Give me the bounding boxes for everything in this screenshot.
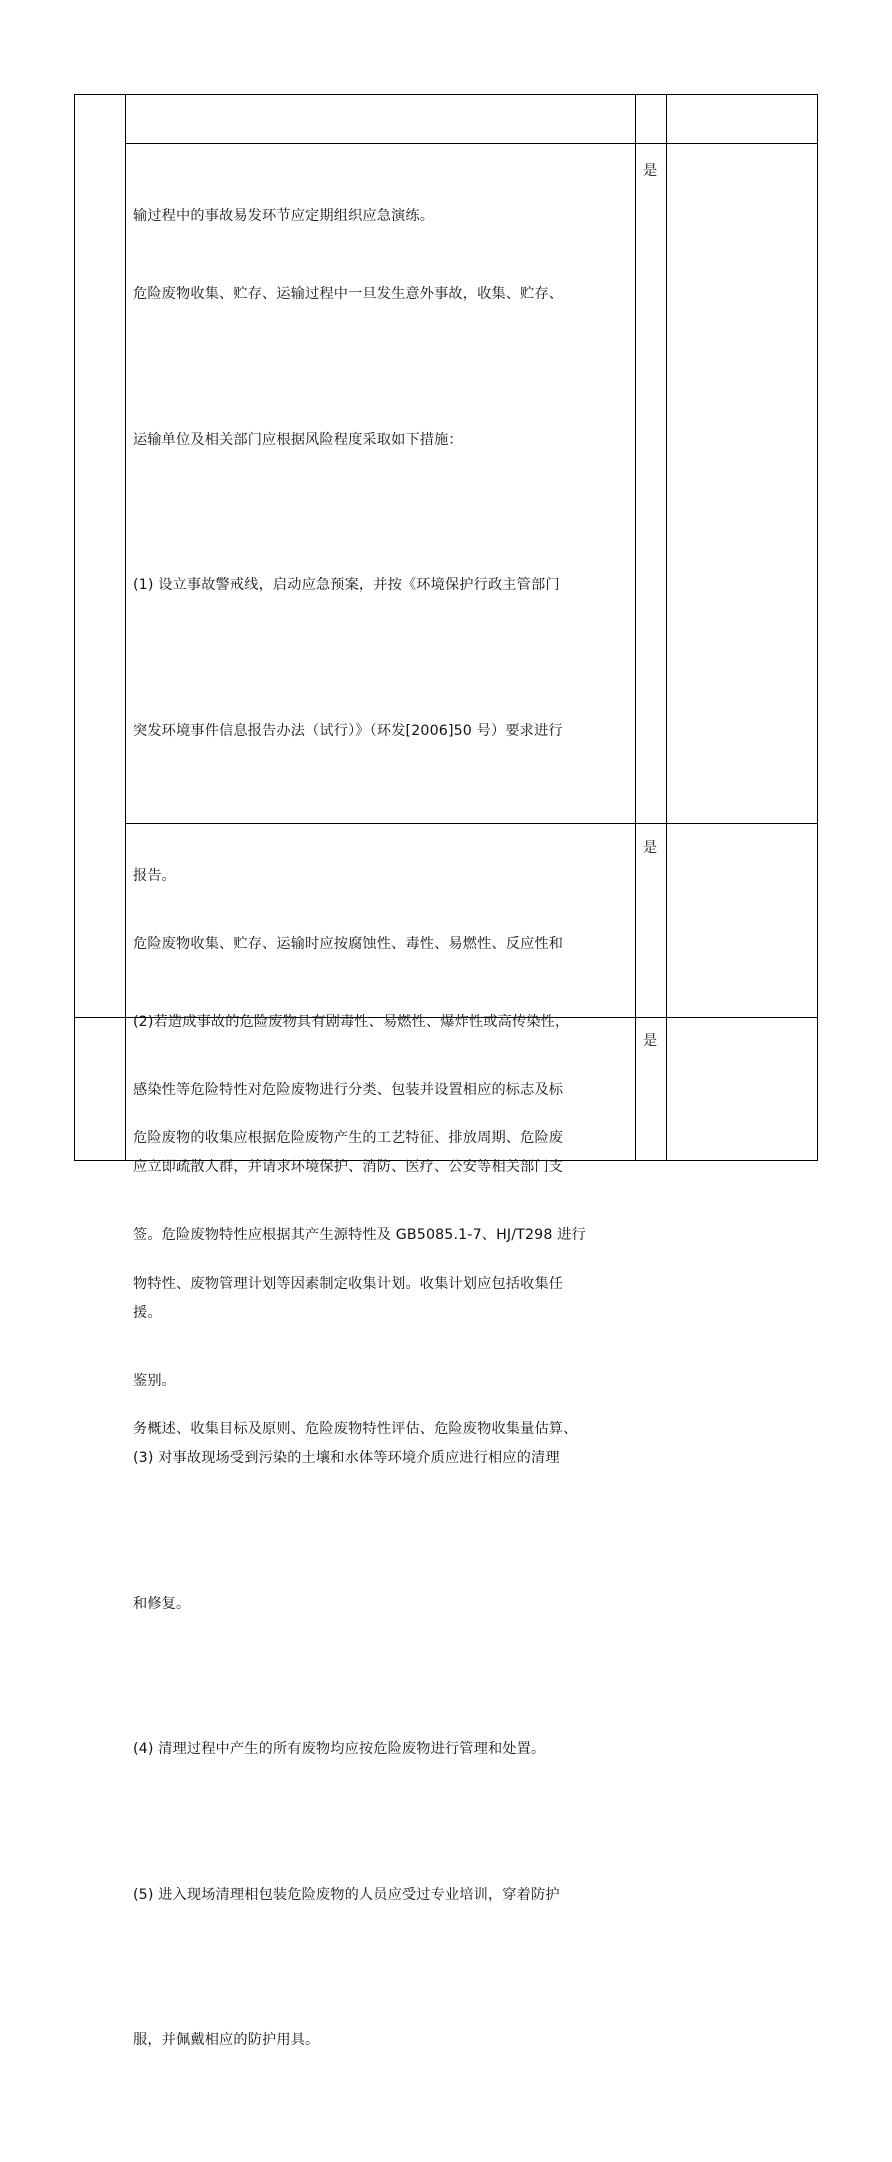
text-line: 危险废物的收集应根据危险废物产生的工艺特征、排放周期、危险废 xyxy=(133,1130,564,1146)
table-row-4-text xyxy=(133,1017,635,1551)
text-line: 援。 xyxy=(133,1304,162,1321)
column-divider xyxy=(666,95,667,1160)
column-divider xyxy=(635,95,636,1160)
text-line: 危险废物收集、贮存、运输时应按腐蚀性、毒性、易燃性、反应性和 xyxy=(133,936,564,952)
text-line: 应立即疏散人群，并请求环境保护、消防、医疗、公安等相关部门支 xyxy=(133,1159,564,1175)
text-line: 危险废物收集、贮存、运输过程中一旦发生意外事故，收集、贮存、 xyxy=(133,286,564,302)
text-line: 运输单位及相关部门应根据风险程度采取如下措施： xyxy=(133,431,463,448)
text-line: 鉴别。 xyxy=(133,1372,177,1389)
compliance-mark: 是 xyxy=(643,840,658,856)
text-line: 和修复。 xyxy=(133,1595,191,1612)
text-line: 报告。 xyxy=(133,868,177,884)
text-line: (3) 对事故现场受到污染的土壤和水体等环境介质应进行相应的清理 xyxy=(133,1450,560,1466)
text-line: (4) 清理过程中产生的所有废物均应按危险废物进行管理和处置。 xyxy=(133,1741,546,1757)
text-line: (1) 设立事故警戒线，启动应急预案，并按《环境保护行政主管部门 xyxy=(133,577,560,593)
text-line: 物特性、废物管理计划等因素制定收集计划。收集计划应包括收集任 xyxy=(133,1275,564,1292)
column-divider xyxy=(125,95,126,1160)
text-line: (5) 进入现场清理相包装危险废物的人员应受过专业培训，穿着防护 xyxy=(133,1886,560,1903)
text-line: (2)若造成事故的危险废物具有剧毒性、易燃性、爆炸性或高传染性， xyxy=(133,1013,570,1030)
text-line: 输过程中的事故易发环节应定期组织应急演练。 xyxy=(133,208,435,224)
text-line: 服，并佩戴相应的防护用具。 xyxy=(133,2032,320,2048)
checklist-table xyxy=(74,94,818,2048)
compliance-mark: 是 xyxy=(643,1033,658,1049)
text-line: 签。危险废物特性应根据其产生源特性及 GB5085.1-7、HJ/T298 进行 xyxy=(133,1227,586,1243)
text-line: 务概述、收集目标及原则、危险废物特性评估、危险废物收集量估算、 xyxy=(133,1421,578,1437)
text-line: 突发环境事件信息报告办法（试行）》（环发[2006]50 号）要求进行 xyxy=(133,722,563,739)
text-line: 感染性等危险特性对危险废物进行分类、包装并设置相应的标志及标 xyxy=(133,1081,564,1098)
compliance-mark: 是 xyxy=(643,163,658,179)
